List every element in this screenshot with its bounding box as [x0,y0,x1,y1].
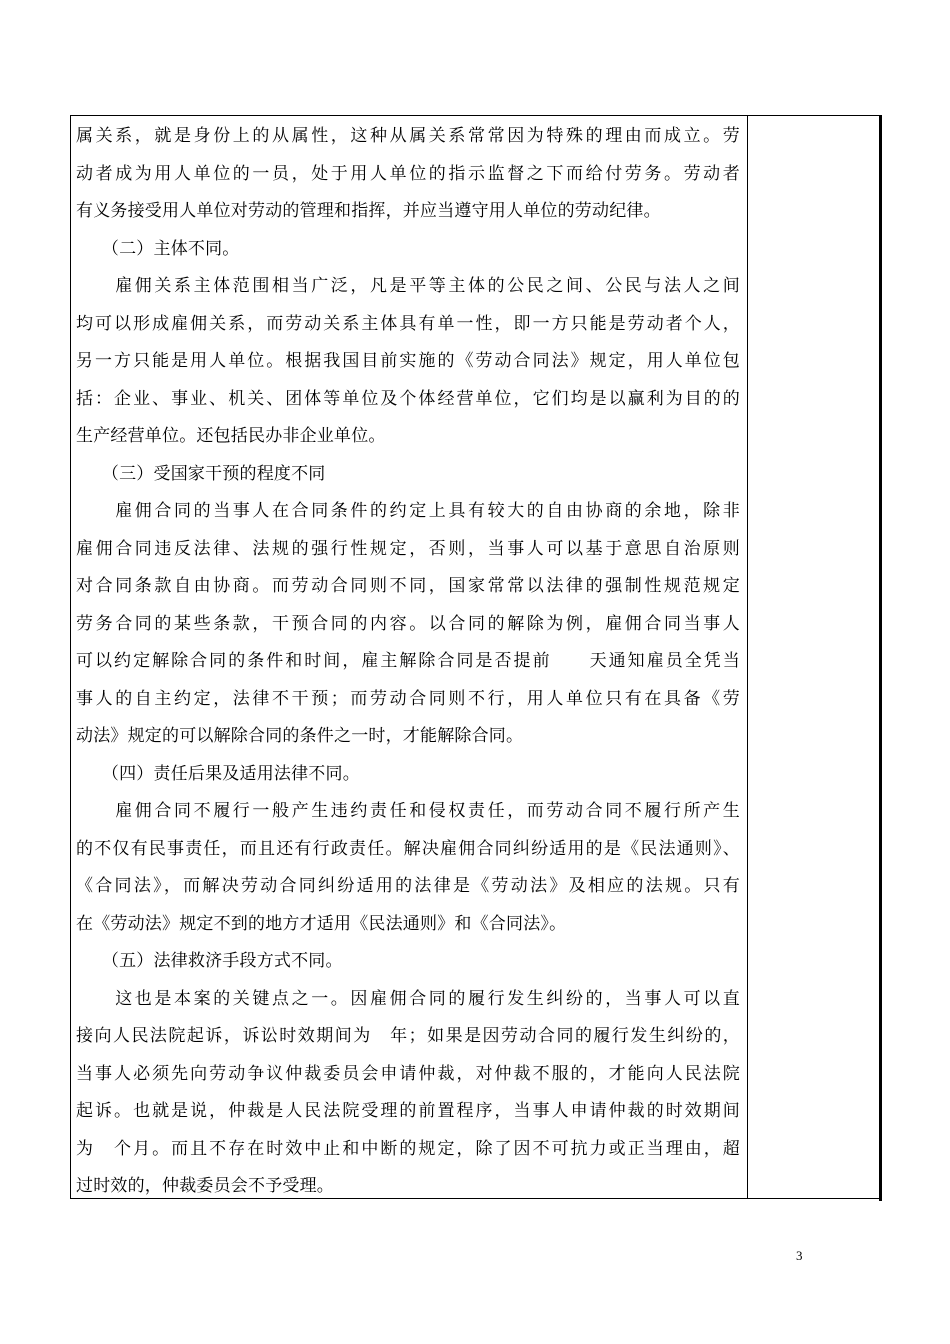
text-line: 事人的自主约定，法律不干预；而劳动合同则不行，用人单位只有在具备《劳 [76,688,740,709]
text-line: 生产经营单位。还包括民办非企业单位。 [76,426,386,446]
text-line: 接向人民法院起诉，诉讼时效期间为 年；如果是因劳动合同的履行发生纠纷的， [76,1026,740,1046]
section-heading: （五）法律救济手段方式不同。 [76,951,343,971]
text-line: 动者成为用人单位的一员，处于用人单位的指示监督之下而给付劳务。劳动者 [76,163,740,184]
text-line: 动法》规定的可以解除合同的条件之一时，才能解除合同。 [76,726,524,746]
text-line: 另一方只能是用人单位。根据我国目前实施的《劳动合同法》规定，用人单位包 [76,351,740,371]
text-line: 均可以形成雇佣关系，而劳动关系主体具有单一性，即一方只能是劳动者个人， [76,313,740,334]
text-line: 括：企业、事业、机关、团体等单位及个体经营单位，它们均是以赢利为目的的 [76,388,740,409]
text-line: 雇佣合同违反法律、法规的强行性规定，否则，当事人可以基于意思自治原则 [76,538,740,559]
text-line: 可以约定解除合同的条件和时间，雇主解除合同是否提前 天通知雇员全凭当 [76,651,740,671]
text-line: 对合同条款自由协商。而劳动合同则不同，国家常常以法律的强制性规范规定 [76,576,740,596]
text-line: 有义务接受用人单位对劳动的管理和指挥，并应当遵守用人单位的劳动纪律。 [76,201,661,221]
section-heading: （三）受国家干预的程度不同 [76,463,326,484]
section-heading: （四）责任后果及适用法律不同。 [76,763,360,784]
text-line: 过时效的，仲裁委员会不予受理。 [76,1176,334,1196]
text-line: 为 个月。而且不存在时效中止和中断的规定，除了因不可抗力或正当理由，超 [76,1138,740,1159]
table-right-border [879,115,882,1201]
text-line: 《合同法》，而解决劳动合同纠纷适用的法律是《劳动法》及相应的法规。只有 [76,876,740,896]
text-line: 属关系，就是身份上的从属性，这种从属关系常常因为特殊的理由而成立。劳 [76,126,740,146]
text-line: 雇佣关系主体范围相当广泛，凡是平等主体的公民之间、公民与法人之间 [76,276,740,296]
text-line: 雇佣合同的当事人在合同条件的约定上具有较大的自由协商的余地，除非 [76,501,740,521]
table-cell-text [76,118,740,1206]
text-line: 这也是本案的关键点之一。因雇佣合同的履行发生纠纷的，当事人可以直 [76,988,740,1009]
section-heading: （二）主体不同。 [76,238,240,259]
text-line: 在《劳动法》规定不到的地方才适用《民法通则》和《合同法》。 [76,913,567,934]
text-line: 当事人必须先向劳动争议仲裁委员会申请仲裁，对仲裁不服的，才能向人民法院 [76,1063,740,1084]
text-line: 起诉。也就是说，仲裁是人民法院受理的前置程序，当事人申请仲裁的时效期间 [76,1101,740,1121]
text-line: 雇佣合同不履行一般产生违约责任和侵权责任，而劳动合同不履行所产生 [76,801,740,821]
text-line: 的不仅有民事责任，而且还有行政责任。解决雇佣合同纠纷适用的是《民法通则》、 [76,838,740,859]
table-column-divider [747,115,748,1199]
text-line: 劳务合同的某些条款，干预合同的内容。以合同的解除为例，雇佣合同当事人 [76,613,740,634]
page-number: 3 [796,1248,803,1263]
